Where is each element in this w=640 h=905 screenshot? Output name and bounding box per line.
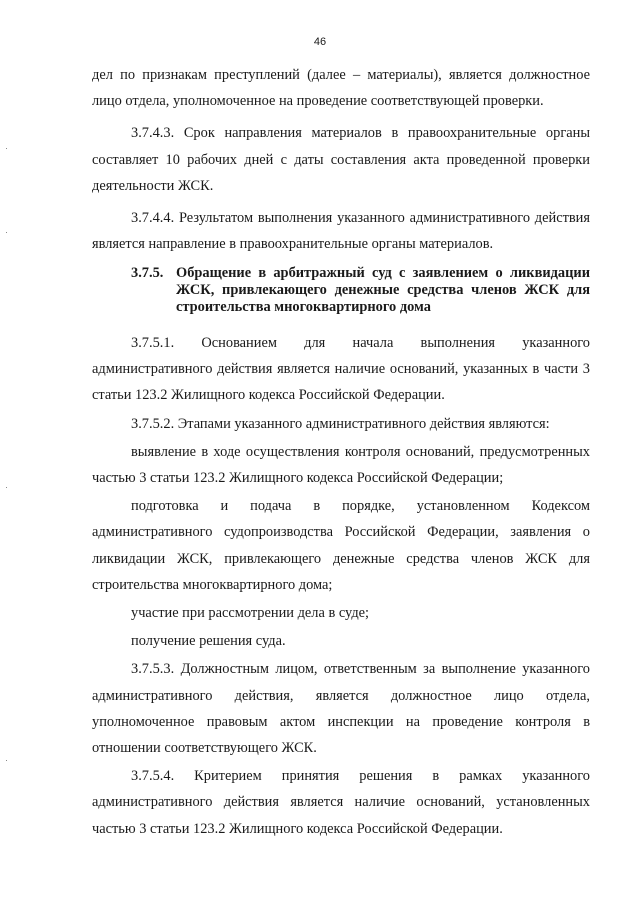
paragraph-3-7-5-2: 3.7.5.2. Этапами указанного административного действия являются: (131, 415, 550, 432)
scan-mark (6, 148, 7, 149)
paragraph-3-7-5-4: 3.7.5.4. Критерием принятия решения в рамках указанного административного действия является наличие оснований, установленных частью 3 статьи 123.2 Жилищного кодекса Российской Федерации. (92, 768, 590, 837)
paragraph-3-7-4-3: 3.7.4.3. Срок направления материалов в правоохранительные органы составляет 10 рабочих дней с даты составления акта проведенной проверки деятельности ЖСК. (92, 125, 590, 194)
section-body (92, 330, 590, 842)
paragraph-3-7-5-1: 3.7.5.1. Основанием для начала выполнения указанного административного действия является наличие оснований, указанных в части 3 статьи 123.2 Жилищного кодекса Российской Федерации. (92, 335, 590, 404)
section-title-line-1: Обращение в арбитражный суд с заявлением о ликвидации (176, 265, 590, 281)
scan-mark (6, 487, 7, 488)
paragraph-continuation: дел по признакам преступлений (далее – материалы), является должностное лицо отдела, уполномоченное на проведение соответствующей проверки. (92, 67, 590, 110)
stage-item-4: получение решения суда. (131, 633, 286, 650)
section-number: 3.7.5. (131, 265, 164, 281)
paragraph-3-7-4-4: 3.7.4.4. Результатом выполнения указанного административного действия является направление в правоохранительные органы материалов. (92, 210, 590, 253)
paragraph-3-7-5-3: 3.7.5.3. Должностным лицом, ответственным за выполнение указанного административного действия, является должностное лицо отдела, уполномоченное правовым актом инспекции на проведение контроля в отношении соответствующего ЖСК. (92, 661, 590, 757)
page-number: 46 (313, 36, 327, 48)
section-heading (131, 265, 590, 316)
section-title-line-2: ЖСК, привлекающего денежные средства членов ЖСК для (176, 282, 590, 298)
scan-mark (6, 760, 7, 761)
stage-item-1: выявление в ходе осуществления контроля оснований, предусмотренных частью 3 статьи 123.2 Жилищного кодекса Российской Федерации; (92, 443, 590, 487)
scan-mark (6, 232, 7, 233)
stage-item-3: участие при рассмотрении дела в суде; (131, 605, 370, 622)
upper-text-block (92, 62, 590, 257)
stage-item-2: подготовка и подача в порядке, установленном Кодексом административного судопроизводства Российской Федерации, заявления о ликвидации ЖСК, привлекающего денежные средства членов ЖСК для строительства многоквартирного дома; (92, 498, 590, 593)
section-title (176, 265, 590, 316)
section-title-line-3: строительства многоквартирного дома (176, 299, 431, 315)
